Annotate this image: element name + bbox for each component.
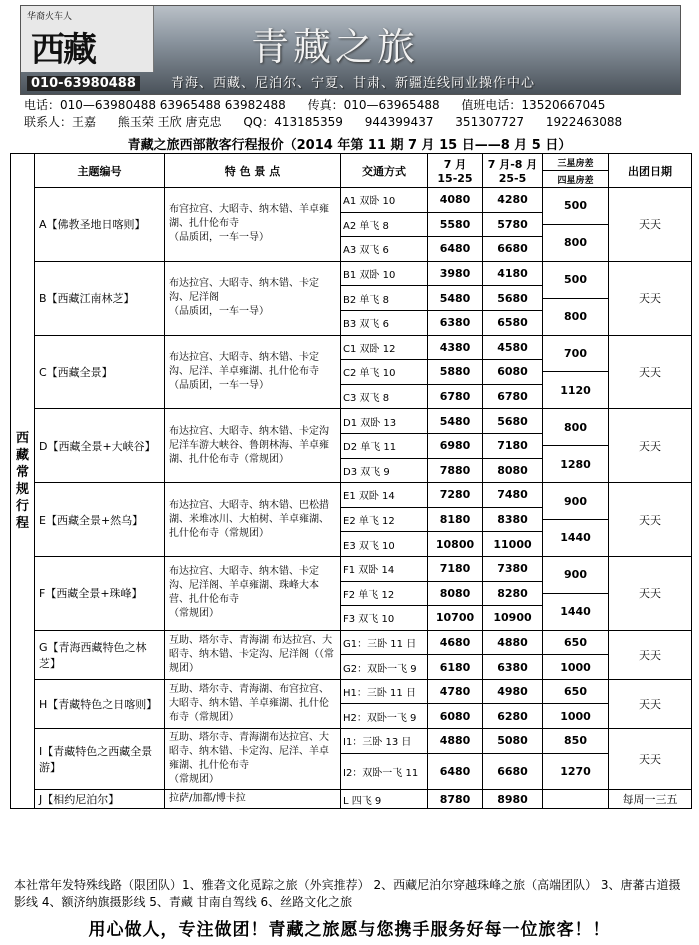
banner-title: 青藏之旅 [251, 25, 420, 69]
price-period-2: 6780 [483, 384, 543, 409]
price-period-2: 5680 [483, 286, 543, 311]
departure: 天天 [609, 261, 692, 335]
departure: 天天 [609, 483, 692, 557]
header-period-2: 7 月-8 月 25-5 [483, 154, 543, 188]
product-name: E【西藏全景+然乌】 [35, 483, 165, 557]
qq-number: 1922463088 [545, 115, 623, 129]
transport-option: G2：双卧一飞 9 [341, 655, 428, 680]
header-transport: 交通方式 [341, 154, 428, 188]
product-name: B【西藏江南林芝】 [35, 261, 165, 335]
product-name: G【青海西藏特色之林芝】 [35, 630, 165, 679]
banner-phone: 010-63980488 [27, 76, 140, 91]
price-period-1: 4680 [428, 630, 483, 655]
contact-person: 联系人：王嘉 [24, 115, 97, 129]
product-name: C【西藏全景】 [35, 335, 165, 409]
table-row [11, 188, 692, 200]
price-period-1: 8080 [428, 581, 483, 606]
price-period-2: 11000 [483, 532, 543, 557]
price-period-1: 4080 [428, 188, 483, 213]
side-label: 西 藏 常 规 行 程 [11, 154, 35, 809]
header-banner [20, 5, 681, 95]
price-period-1: 5580 [428, 212, 483, 237]
price-period-1: 8780 [428, 790, 483, 809]
contact-line-1 [24, 96, 623, 113]
transport-option: A2 单飞 8 [341, 212, 428, 237]
table-row [11, 729, 692, 741]
departure: 天天 [609, 188, 692, 262]
price-table-body [11, 154, 692, 809]
price-period-2: 4280 [483, 188, 543, 213]
transport-option: I2：双卧一飞 11 [341, 753, 428, 789]
product-scenic: 布达拉宫、大昭寺、纳木错、卡定沟、尼洋阁、羊卓雍湖、珠峰大本营、扎什伦布寺 （常规团） [165, 556, 341, 630]
departure: 天天 [609, 729, 692, 790]
product-name: H【青藏特色之日喀则】 [35, 679, 165, 728]
diff-3star: 900 [543, 483, 609, 520]
transport-option: D1 双卧 13 [341, 409, 428, 434]
duty-phone: 值班电话：13520667045 [461, 98, 606, 112]
price-period-2: 6680 [483, 753, 543, 789]
product-name: A【佛教圣地日喀则】 [35, 188, 165, 262]
product-scenic: 布达拉宫、大昭寺、纳木错、卡定沟、尼洋、羊卓雍湖、扎什伦布寺 （品质团，一车一导） [165, 335, 341, 409]
page-title: 青藏之旅西部散客行程报价（2014 年第 11 期 7 月 15 日——8 月 5 日） [127, 138, 572, 153]
logo-small-text: 华裔火车人 [27, 12, 73, 22]
diff-4star: 1440 [543, 593, 609, 630]
diff-3star: 650 [543, 630, 609, 655]
diff-3star: 850 [543, 729, 609, 754]
logo [21, 6, 154, 72]
transport-option: I1：三卧 13 日 [341, 729, 428, 754]
product-name: J【相约尼泊尔】 [35, 790, 165, 809]
diff-3star: 500 [543, 188, 609, 225]
price-period-1: 5480 [428, 409, 483, 434]
phone-numbers: 电话：010—63980488 63965488 63982488 [24, 98, 286, 112]
product-scenic: 互助、塔尔寺、青海湖布达拉宫、大昭寺、纳木错、卡定沟、尼洋、羊卓雍湖、扎什伦布寺 （常规团） [165, 729, 341, 790]
price-period-2: 7380 [483, 556, 543, 581]
price-period-2: 6080 [483, 360, 543, 385]
header-diff-4star: 四星房差 [543, 171, 609, 188]
diff-3star: 650 [543, 679, 609, 704]
diff-4star: 1440 [543, 520, 609, 557]
table-row [11, 409, 692, 421]
price-period-2: 4180 [483, 261, 543, 286]
price-period-2: 7180 [483, 433, 543, 458]
transport-option: A1 双卧 10 [341, 188, 428, 213]
diff-3star: 800 [543, 409, 609, 446]
transport-option: D3 双飞 9 [341, 458, 428, 483]
logo-big-text: 西藏 [31, 30, 95, 70]
slogan: 用心做人，专注做团！青藏之旅愿与您携手服务好每一位旅客！！ [88, 920, 611, 940]
price-period-1: 5880 [428, 360, 483, 385]
price-period-1: 6480 [428, 753, 483, 789]
qq-number: 351307727 [455, 115, 525, 129]
price-period-1: 3980 [428, 261, 483, 286]
price-period-1: 4880 [428, 729, 483, 754]
transport-option: B2 单飞 8 [341, 286, 428, 311]
price-period-2: 5080 [483, 729, 543, 754]
product-scenic: 布达拉宫、大昭寺、纳木错、卡定沟尼洋车游大峡谷、鲁朗林海、羊卓雍湖、扎什伦布寺（常规团） [165, 409, 341, 483]
diff-3star [543, 790, 609, 809]
price-period-2: 4880 [483, 630, 543, 655]
price-period-1: 6080 [428, 704, 483, 729]
product-name: D【西藏全景+大峡谷】 [35, 409, 165, 483]
transport-option: C1 双卧 12 [341, 335, 428, 360]
table-header-row [11, 154, 692, 171]
departure: 天天 [609, 335, 692, 409]
departure: 天天 [609, 556, 692, 630]
price-period-1: 10800 [428, 532, 483, 557]
price-period-2: 8380 [483, 507, 543, 532]
price-period-1: 4780 [428, 679, 483, 704]
diff-4star: 800 [543, 298, 609, 335]
transport-option: H1：三卧 11 日 [341, 679, 428, 704]
diff-4star: 800 [543, 224, 609, 261]
diff-3star: 900 [543, 556, 609, 593]
transport-option: E2 单飞 12 [341, 507, 428, 532]
header-code: 主题编号 [35, 154, 165, 188]
price-period-1: 7880 [428, 458, 483, 483]
transport-option: E1 双卧 14 [341, 483, 428, 508]
departure: 天天 [609, 679, 692, 728]
transport-option: C3 双飞 8 [341, 384, 428, 409]
price-period-1: 5480 [428, 286, 483, 311]
diff-3star: 500 [543, 261, 609, 298]
product-scenic: 布达拉宫、大昭寺、纳木错、卡定沟、尼洋阁 （品质团，一车一导） [165, 261, 341, 335]
price-period-1: 10700 [428, 606, 483, 631]
header-period-1: 7 月 15-25 [428, 154, 483, 188]
fax-number: 传真：010—63965488 [307, 98, 440, 112]
price-period-2: 6380 [483, 655, 543, 680]
transport-option: E3 双飞 10 [341, 532, 428, 557]
table-row [11, 790, 692, 809]
transport-option: F3 双飞 10 [341, 606, 428, 631]
price-table [10, 153, 692, 809]
table-row [11, 556, 692, 568]
price-period-2: 5780 [483, 212, 543, 237]
price-period-2: 8080 [483, 458, 543, 483]
table-row [11, 335, 692, 347]
product-scenic: 拉萨/加都/博卡拉 [165, 790, 341, 809]
transport-option: D2 单飞 11 [341, 433, 428, 458]
header-diff-3star: 三星房差 [543, 154, 609, 171]
departure: 天天 [609, 409, 692, 483]
table-row [11, 679, 692, 691]
price-period-2: 4580 [483, 335, 543, 360]
price-period-1: 7280 [428, 483, 483, 508]
diff-3star: 700 [543, 335, 609, 372]
transport-option: C2 单飞 10 [341, 360, 428, 385]
price-period-2: 6280 [483, 704, 543, 729]
table-row [11, 630, 692, 642]
transport-option: A3 双飞 6 [341, 237, 428, 262]
transport-option: H2：双卧一飞 9 [341, 704, 428, 729]
price-period-2: 4980 [483, 679, 543, 704]
qq-number: QQ：413185359 [243, 115, 343, 129]
price-period-2: 10900 [483, 606, 543, 631]
product-name: F【西藏全景+珠峰】 [35, 556, 165, 630]
header-departure: 出团日期 [609, 154, 692, 188]
price-period-2: 6580 [483, 310, 543, 335]
price-period-2: 8980 [483, 790, 543, 809]
price-period-2: 5680 [483, 409, 543, 434]
contact-persons-more: 熊玉荣 王欣 唐克忠 [117, 115, 222, 129]
departure: 天天 [609, 630, 692, 679]
table-row [11, 483, 692, 495]
price-period-1: 6980 [428, 433, 483, 458]
transport-option: F1 双卧 14 [341, 556, 428, 581]
price-period-1: 8180 [428, 507, 483, 532]
price-period-2: 8280 [483, 581, 543, 606]
departure: 每周一三五 [609, 790, 692, 809]
transport-option: B1 双卧 10 [341, 261, 428, 286]
contact-line-2 [24, 113, 640, 130]
product-scenic: 互助、塔尔寺、青海湖、布宫拉宫、大昭寺、纳木错、羊卓雍湖、扎什伦布寺（常规团） [165, 679, 341, 728]
price-period-1: 6380 [428, 310, 483, 335]
price-period-1: 6780 [428, 384, 483, 409]
price-period-1: 4380 [428, 335, 483, 360]
price-period-2: 6680 [483, 237, 543, 262]
diff-4star: 1280 [543, 446, 609, 483]
price-period-1: 7180 [428, 556, 483, 581]
product-name: I【青藏特色之西藏全景游】 [35, 729, 165, 790]
price-period-1: 6180 [428, 655, 483, 680]
transport-option: F2 单飞 12 [341, 581, 428, 606]
product-scenic: 互助、塔尔寺、青海湖 布达拉宫、大昭寺、纳木错、卡定沟、尼洋阁（（常规团） [165, 630, 341, 679]
diff-4star: 1000 [543, 655, 609, 680]
price-period-1: 6480 [428, 237, 483, 262]
transport-option: L 四飞 9 [341, 790, 428, 809]
transport-option: B3 双飞 6 [341, 310, 428, 335]
diff-4star: 1000 [543, 704, 609, 729]
transport-option: G1：三卧 11 日 [341, 630, 428, 655]
banner-subtitle: 青海、西藏、尼泊尔、宁夏、甘肃、新疆连线同业操作中心 [171, 76, 536, 91]
special-routes-note: 本社常年发特殊线路（限团队）1、雅砻文化觅踪之旅（外宾推荐） 2、西藏尼泊尔穿越珠峰之旅（高端团队） 3、唐蕃古道摄影线 4、额济纳旗摄影线 5、青藏 甘南自驾线 6、丝路文化之旅 [14, 878, 681, 909]
qq-number: 944399437 [364, 115, 434, 129]
product-scenic: 布达拉宫、大昭寺、纳木错、巴松措湖、米堆冰川、大柏树、羊卓雍湖、扎什伦布寺（常规团） [165, 483, 341, 557]
table-row [11, 261, 692, 273]
header-scenic: 特 色 景 点 [165, 154, 341, 188]
diff-4star: 1270 [543, 753, 609, 789]
diff-4star: 1120 [543, 372, 609, 409]
product-scenic: 布宫拉宫、大昭寺、纳木错、羊卓雍湖、扎什伦布寺 （品质团，一车一导） [165, 188, 341, 262]
price-period-2: 7480 [483, 483, 543, 508]
